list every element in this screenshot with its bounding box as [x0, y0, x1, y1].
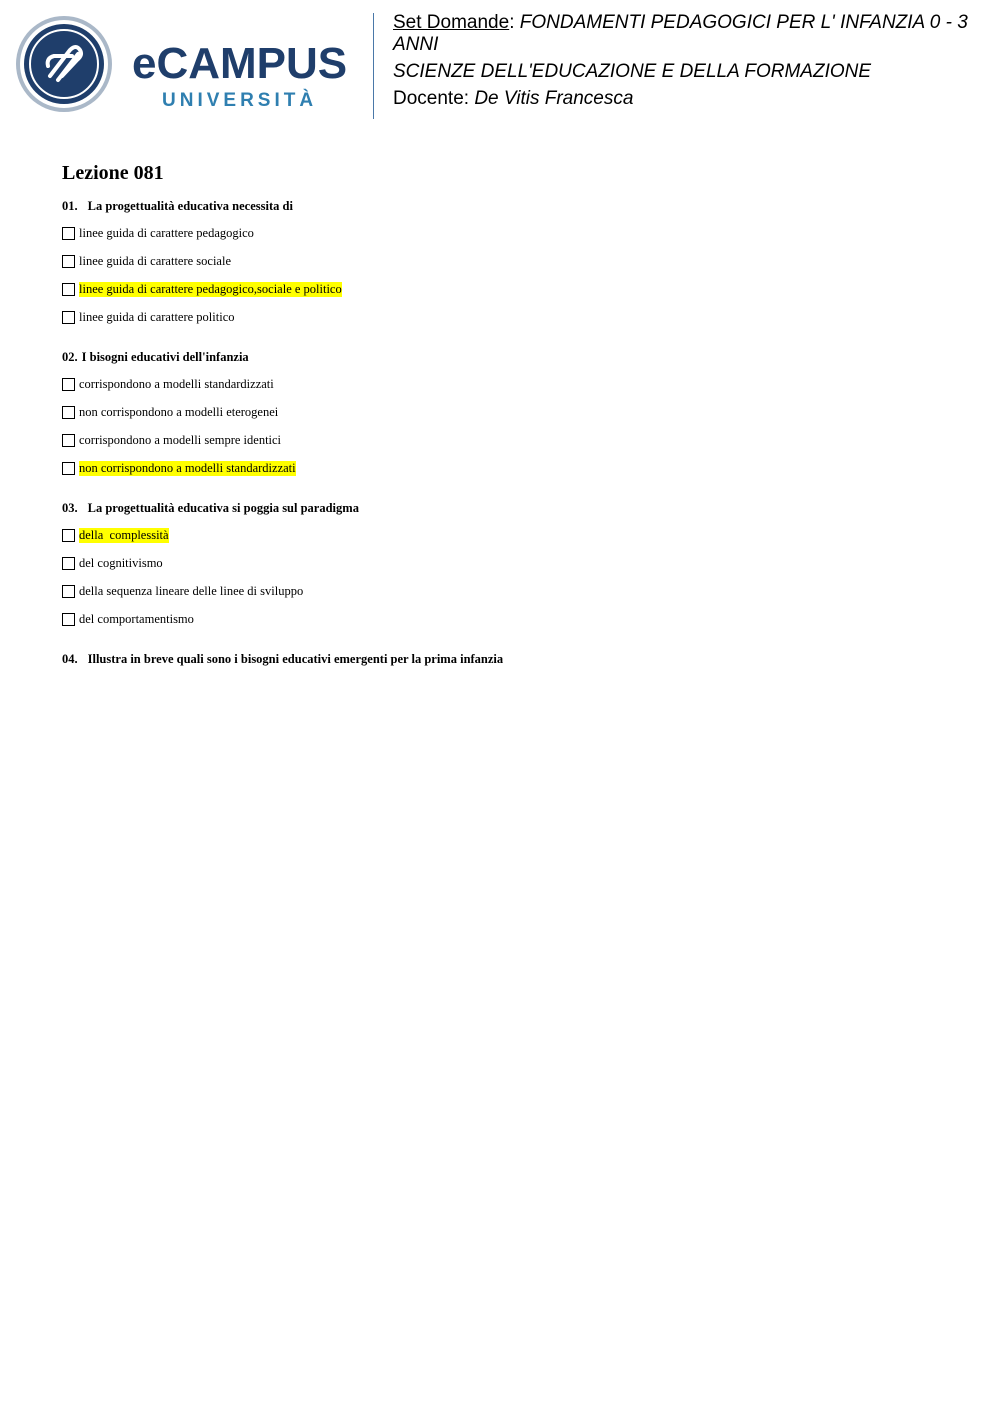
logo-brand-text: eCAMPUS	[132, 39, 348, 88]
option-label-highlighted: della complessità	[79, 527, 169, 542]
checkbox[interactable]	[62, 529, 75, 542]
question-label: La progettualità educativa si poggia sul paradigma	[87, 501, 359, 515]
checkbox[interactable]	[62, 406, 75, 419]
option-label: corrispondono a modelli sempre identici	[79, 432, 282, 447]
faculty-name: SCIENZE DELL'EDUCAZIONE E DELLA FORMAZIONE	[393, 61, 872, 82]
question-text	[62, 349, 962, 365]
teacher-name: De Vitis Francesca	[474, 88, 634, 109]
checkbox[interactable]	[62, 462, 75, 475]
answer-option-correct[interactable]	[62, 527, 962, 543]
question-number: 03.	[62, 501, 78, 515]
option-label-highlighted: non corrispondono a modelli standardizzati	[79, 460, 296, 475]
question-label: Illustra in breve quali sono i bisogni educativi emergenti per la prima infanzia	[87, 652, 504, 666]
question-2	[62, 349, 962, 476]
checkbox[interactable]	[62, 585, 75, 598]
page-header	[0, 0, 1000, 130]
answer-option-correct[interactable]	[62, 281, 962, 297]
question-4	[62, 651, 962, 667]
answer-option[interactable]	[62, 225, 962, 241]
option-label: della sequenza lineare delle linee di sviluppo	[79, 583, 304, 598]
question-text	[62, 198, 962, 214]
checkbox[interactable]	[62, 434, 75, 447]
option-label: corrispondono a modelli standardizzati	[79, 376, 274, 391]
answer-option[interactable]	[62, 309, 962, 325]
question-label: La progettualità educativa necessita di	[87, 199, 293, 213]
set-label: Set Domande	[393, 12, 510, 33]
question-text	[62, 651, 962, 667]
header-info	[393, 12, 983, 110]
question-number: 01.	[62, 199, 78, 213]
teacher-label: Docente:	[393, 88, 475, 109]
option-label: non corrispondono a modelli eterogenei	[79, 404, 279, 419]
answer-option[interactable]	[62, 404, 962, 420]
question-1	[62, 198, 962, 325]
question-label: I bisogni educativi dell'infanzia	[81, 350, 249, 364]
header-divider	[373, 13, 374, 119]
question-3	[62, 500, 962, 627]
checkbox[interactable]	[62, 283, 75, 296]
lesson-title: Lezione 081	[62, 162, 164, 184]
option-label: del cognitivismo	[79, 555, 163, 570]
answer-option[interactable]	[62, 611, 962, 627]
checkbox[interactable]	[62, 557, 75, 570]
checkbox[interactable]	[62, 378, 75, 391]
teacher-line	[393, 88, 983, 110]
ecampus-logo	[14, 14, 359, 114]
course-title: FONDAMENTI PEDAGOGICI PER L' INFANZIA 0 - 3 ANNI	[393, 12, 968, 55]
answer-option[interactable]	[62, 583, 962, 599]
checkbox[interactable]	[62, 613, 75, 626]
answer-option[interactable]	[62, 253, 962, 269]
question-text	[62, 500, 962, 516]
checkbox[interactable]	[62, 255, 75, 268]
option-label: del comportamentismo	[79, 611, 194, 626]
option-label: linee guida di carattere pedagogico	[79, 225, 254, 240]
option-label-highlighted: linee guida di carattere pedagogico,sociale e politico	[79, 281, 342, 296]
answer-option[interactable]	[62, 376, 962, 392]
option-label: linee guida di carattere politico	[79, 309, 235, 324]
logo-sub-text: UNIVERSITÀ	[162, 90, 318, 111]
answer-option-correct[interactable]	[62, 460, 962, 476]
set-line	[393, 12, 983, 56]
answer-option[interactable]	[62, 432, 962, 448]
answer-option[interactable]	[62, 555, 962, 571]
option-label: linee guida di carattere sociale	[79, 253, 232, 268]
question-set	[62, 160, 962, 691]
question-number: 02.	[62, 350, 78, 364]
checkbox[interactable]	[62, 311, 75, 324]
question-number: 04.	[62, 652, 78, 666]
set-separator: :	[509, 12, 520, 33]
checkbox[interactable]	[62, 227, 75, 240]
